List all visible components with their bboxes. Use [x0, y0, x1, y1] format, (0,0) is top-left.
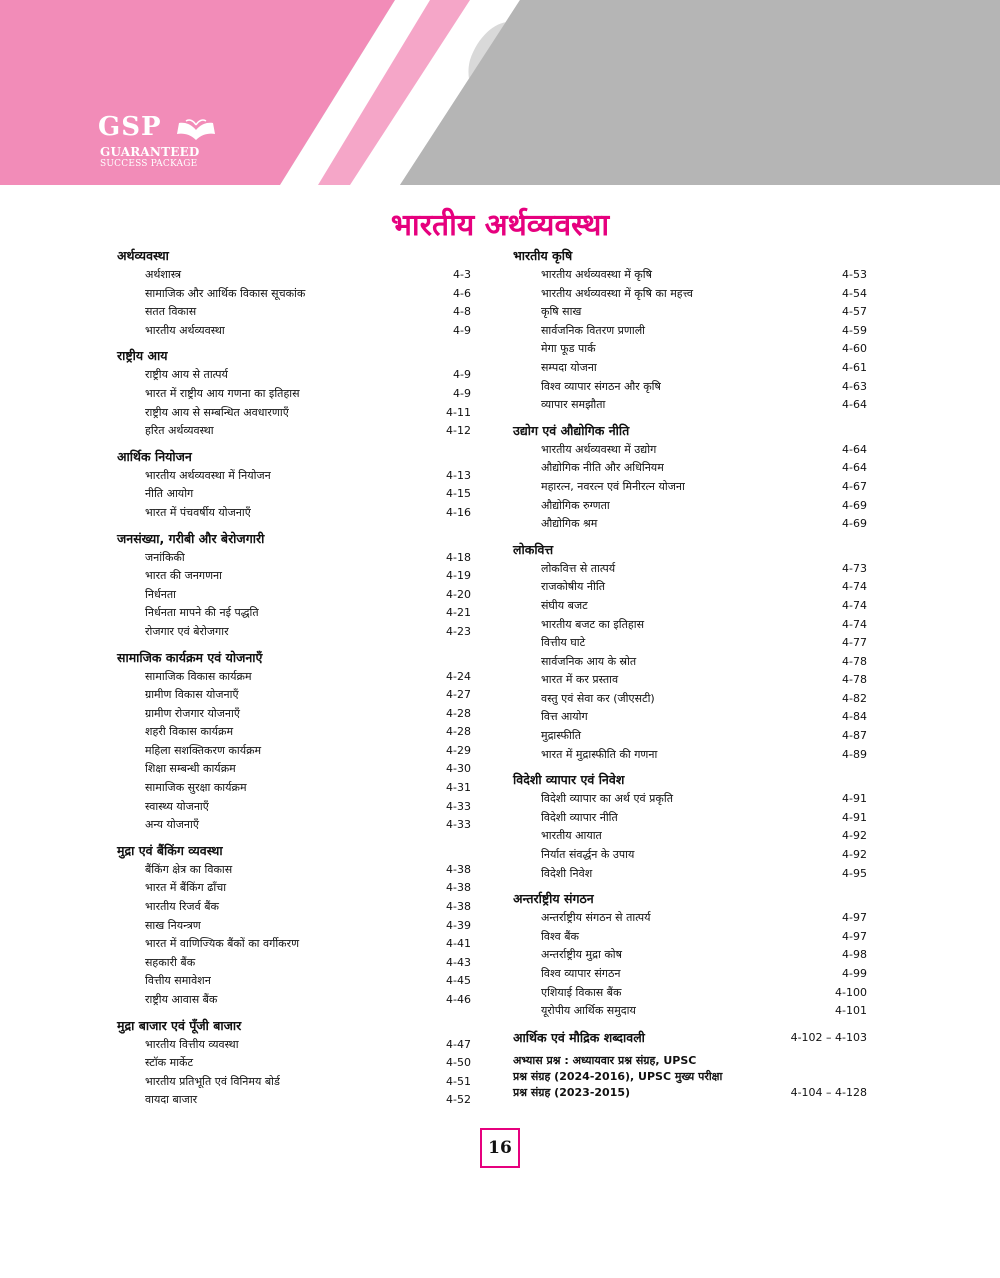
entry-page: 4-51 [446, 1074, 471, 1088]
entry-label: महिला सशक्तिकरण कार्यक्रम [145, 743, 262, 757]
entry-label: विश्व व्यापार संगठन और कृषि [541, 379, 661, 393]
toc-entry[interactable] [513, 616, 867, 635]
toc-entry[interactable] [513, 597, 867, 616]
toc-entry[interactable] [513, 478, 867, 497]
entry-label: वित्तीय घाटे [541, 636, 586, 650]
toc-entry[interactable] [117, 898, 471, 917]
toc-entry[interactable] [513, 946, 867, 965]
entry-label: अन्तर्राष्ट्रीय संगठन से तात्पर्य [541, 911, 651, 925]
entry-label: निर्धनता मापने की नई पद्धति [145, 606, 259, 620]
entry-page: 4-41 [446, 937, 471, 951]
toc-entry[interactable] [117, 623, 471, 642]
entry-page: 4-100 [835, 985, 867, 999]
entry-page: 4-21 [446, 606, 471, 620]
entry-page: 4-24 [446, 669, 471, 683]
entry-page: 4-23 [446, 624, 471, 638]
entry-label: भारतीय अर्थव्यवस्था में कृषि [541, 268, 652, 281]
entry-page: 4-64 [842, 461, 867, 475]
entry-page: 4-38 [446, 900, 471, 914]
entry-label: संघीय बजट [541, 598, 588, 612]
entry-page: 4-64 [842, 398, 867, 412]
entry-page: 4-52 [446, 1093, 471, 1107]
section-title[interactable]: अर्थव्यवस्था [117, 248, 169, 263]
entry-page: 4-45 [446, 974, 471, 988]
toc-entry[interactable] [513, 809, 867, 828]
entry-label: भारतीय अर्थव्यवस्था [145, 323, 225, 337]
toc-entry[interactable] [513, 578, 867, 597]
toc-entry[interactable] [117, 385, 471, 404]
toc-entry[interactable] [513, 1002, 867, 1021]
entry-page: 4-46 [446, 993, 471, 1006]
entry-page: 4-67 [842, 479, 867, 493]
entry-label: एशियाई विकास बैंक [541, 985, 622, 999]
entry-label: भारत में बैंकिंग ढाँचा [145, 881, 227, 895]
toc-entry[interactable] [513, 359, 867, 378]
entry-page: 4-50 [446, 1056, 471, 1070]
entry-label: सार्वजनिक आय के स्रोत [541, 654, 637, 668]
toc-entry[interactable] [117, 742, 471, 761]
entry-page: 4-74 [842, 598, 867, 612]
toc-entry[interactable] [117, 705, 471, 724]
toc-entry[interactable] [513, 515, 867, 534]
entry-label: विदेशी व्यापार नीति [541, 810, 618, 824]
entry-label: विश्व व्यापार संगठन [541, 967, 621, 980]
toc-right-sections [513, 246, 867, 1021]
entry-label: सतत विकास [145, 305, 197, 319]
toc-entry[interactable] [513, 266, 867, 285]
entry-page: 4-11 [446, 405, 471, 419]
toc-entry[interactable] [513, 928, 867, 947]
entry-page: 4-20 [446, 587, 471, 601]
toc-section [513, 421, 867, 534]
logo-gsp-text: GSP [98, 112, 162, 142]
section-title[interactable]: भारतीय कृषि [513, 248, 573, 263]
entry-page: 4-28 [446, 725, 471, 739]
logo-line-guaranteed: GUARANTEED [100, 145, 200, 159]
toc-entry[interactable] [513, 690, 867, 709]
entry-label: लोकवित्त से तात्पर्य [541, 561, 616, 575]
section-title[interactable]: सामाजिक कार्यक्रम एवं योजनाएँ [117, 649, 263, 665]
entry-page: 4-8 [453, 305, 471, 319]
section-title[interactable]: जनसंख्या, गरीबी और बेरोजगारी [117, 530, 265, 546]
entry-page: 4-91 [842, 792, 867, 806]
toc-entry[interactable] [513, 441, 867, 460]
entry-label: साख नियन्त्रण [145, 918, 201, 932]
entry-label: भारतीय अर्थव्यवस्था में कृषि का महत्त्व [541, 286, 694, 300]
section-title[interactable]: आर्थिक नियोजन [117, 448, 192, 464]
entry-label: हरित अर्थव्यवस्था [145, 424, 214, 438]
entry-label: सहकारी बैंक [145, 955, 196, 969]
entry-page: 4-64 [842, 442, 867, 456]
glossary-page: 4-102 – 4-103 [790, 1030, 867, 1044]
entry-page: 4-63 [842, 379, 867, 393]
toc-entry[interactable] [513, 909, 867, 928]
toc-entry[interactable] [513, 378, 867, 397]
entry-label: वायदा बाजार [145, 1093, 198, 1107]
entry-page: 4-60 [842, 342, 867, 356]
toc-section [117, 529, 471, 642]
toc-entry[interactable] [117, 549, 471, 568]
header-banner [0, 0, 1000, 185]
entry-label: अर्थशास्त्र [145, 268, 182, 281]
entry-page: 4-9 [453, 323, 471, 337]
toc-entry[interactable] [513, 727, 867, 746]
toc-entry[interactable] [117, 404, 471, 423]
toc-entry[interactable] [117, 266, 471, 285]
toc-entry[interactable] [513, 285, 867, 304]
toc-section [117, 346, 471, 440]
entry-page: 4-13 [446, 468, 471, 482]
toc-entry[interactable] [117, 760, 471, 779]
entry-label: महारत्न, नवरत्न एवं मिनीरत्न योजना [541, 479, 685, 493]
entry-label: ग्रामीण विकास योजनाएँ [145, 688, 239, 702]
section-title[interactable]: मुद्रा बाजार एवं पूँजी बाजार [117, 1017, 242, 1033]
entry-page: 4-27 [446, 688, 471, 702]
entry-page: 4-18 [446, 550, 471, 564]
section-title[interactable]: राष्ट्रीय आय [117, 348, 168, 364]
toc-entry[interactable] [117, 1073, 471, 1092]
entry-label: भारत में मुद्रास्फीति की गणना [541, 747, 658, 761]
entry-label: नीति आयोग [145, 487, 194, 501]
entry-page: 4-97 [842, 929, 867, 943]
entry-label: भारतीय बजट का इतिहास [541, 617, 644, 631]
entry-label: निर्धनता [145, 587, 176, 601]
entry-label: विदेशी व्यापार का अर्थ एवं प्रकृति [541, 792, 673, 806]
entry-label: अन्तर्राष्ट्रीय मुद्रा कोष [541, 948, 622, 962]
toc-entry[interactable] [117, 366, 471, 385]
toc-entry[interactable] [117, 861, 471, 880]
toc-section [513, 246, 867, 415]
entry-label: निर्यात संवर्द्धन के उपाय [541, 848, 635, 862]
toc-entry[interactable] [117, 879, 471, 898]
toc-entry[interactable] [513, 340, 867, 359]
entry-page: 4-89 [842, 747, 867, 761]
practice-text [513, 1053, 778, 1101]
entry-label: सार्वजनिक वितरण प्रणाली [541, 323, 646, 337]
entry-page: 4-3 [453, 268, 471, 281]
toc-entry[interactable] [117, 467, 471, 486]
entry-label: स्टॉक मार्केट [145, 1056, 194, 1070]
entry-page: 4-31 [446, 781, 471, 795]
entry-page: 4-61 [842, 360, 867, 374]
toc-entry[interactable] [513, 634, 867, 653]
toc-entry[interactable] [117, 816, 471, 835]
toc-section [117, 1016, 471, 1110]
entry-page: 4-59 [842, 323, 867, 337]
toc-entry[interactable] [117, 935, 471, 954]
page-number: 16 [488, 1138, 512, 1158]
section-title[interactable]: अन्तर्राष्ट्रीय संगठन [513, 891, 594, 907]
entry-page: 4-9 [453, 368, 471, 382]
toc-entry[interactable] [513, 322, 867, 341]
entry-page: 4-47 [446, 1037, 471, 1051]
toc-section [513, 540, 867, 765]
page-number-box [480, 1128, 520, 1168]
toc-entry[interactable] [513, 965, 867, 984]
toc-entry[interactable] [117, 954, 471, 973]
section-title[interactable]: मुद्रा एवं बैंकिंग व्यवस्था [117, 842, 223, 858]
toc-entry[interactable] [117, 285, 471, 304]
toc-entry[interactable] [513, 671, 867, 690]
entry-label: मेगा फूड पार्क [541, 342, 596, 356]
entry-page: 4-30 [446, 762, 471, 776]
toc-entry[interactable] [117, 917, 471, 936]
toc-entry[interactable] [117, 1036, 471, 1055]
toc-entry[interactable] [513, 708, 867, 727]
entry-page: 4-28 [446, 706, 471, 720]
entry-label: भारतीय रिजर्व बैंक [145, 900, 219, 914]
entry-page: 4-98 [842, 948, 867, 962]
toc-section [117, 447, 471, 523]
toc-entry[interactable] [513, 653, 867, 672]
toc-entry[interactable] [513, 746, 867, 765]
entry-label: भारतीय अर्थव्यवस्था में नियोजन [145, 468, 271, 482]
toc-entry[interactable] [513, 827, 867, 846]
entry-page: 4-39 [446, 918, 471, 932]
entry-page: 4-69 [842, 498, 867, 512]
page-title: भारतीय अर्थव्यवस्था [390, 208, 610, 243]
entry-label: अन्य योजनाएँ [145, 818, 199, 832]
entry-page: 4-53 [842, 268, 867, 281]
glossary-label: आर्थिक एवं मौद्रिक शब्दावली [513, 1029, 645, 1045]
entry-label: भारतीय प्रतिभूति एवं विनिमय बोर्ड [145, 1074, 280, 1088]
entry-label: भारत की जनगणना [145, 569, 223, 583]
toc-entry[interactable] [117, 504, 471, 523]
toc-entry[interactable] [117, 422, 471, 441]
toc-section [117, 246, 471, 340]
entry-page: 4-87 [842, 729, 867, 743]
entry-label: ग्रामीण रोजगार योजनाएँ [145, 706, 240, 720]
entry-page: 4-57 [842, 305, 867, 319]
toc-entry[interactable] [117, 1054, 471, 1073]
toc-entry[interactable] [117, 322, 471, 341]
entry-page: 4-92 [842, 829, 867, 843]
glossary-entry[interactable] [513, 1027, 867, 1049]
section-title[interactable]: लोकवित्त [513, 541, 554, 557]
toc-entry[interactable] [513, 497, 867, 516]
entry-label: राष्ट्रीय आवास बैंक [145, 993, 218, 1006]
toc-entry[interactable] [117, 303, 471, 322]
entry-page: 4-38 [446, 881, 471, 895]
entry-label: वस्तु एवं सेवा कर (जीएसटी) [541, 691, 655, 705]
entry-label: सामाजिक विकास कार्यक्रम [145, 669, 252, 683]
toc-entry[interactable] [117, 485, 471, 504]
entry-label: राष्ट्रीय आय से तात्पर्य [145, 368, 228, 382]
entry-page: 4-78 [842, 654, 867, 668]
toc-entry[interactable] [117, 1091, 471, 1110]
toc-entry[interactable] [513, 790, 867, 809]
entry-label: भारतीय वित्तीय व्यवस्था [145, 1037, 239, 1051]
entry-label: स्वास्थ्य योजनाएँ [145, 799, 209, 813]
entry-page: 4-19 [446, 569, 471, 583]
toc-entry[interactable] [117, 604, 471, 623]
entry-page: 4-43 [446, 955, 471, 969]
entry-page: 4-101 [835, 1004, 867, 1018]
entry-label: भारतीय आयात [541, 829, 602, 843]
toc-entry[interactable] [513, 984, 867, 1003]
entry-label: विदेशी निवेश [541, 866, 593, 880]
entry-page: 4-99 [842, 967, 867, 980]
entry-label: सामाजिक और आर्थिक विकास सूचकांक [145, 286, 306, 300]
entry-page: 4-82 [842, 691, 867, 705]
entry-label: यूरोपीय आर्थिक समुदाय [541, 1004, 636, 1018]
entry-page: 4-97 [842, 911, 867, 925]
toc-section [513, 889, 867, 1021]
practice-page: 4-104 – 4-128 [790, 1085, 867, 1099]
entry-page: 4-74 [842, 617, 867, 631]
entry-label: वित्तीय समावेशन [145, 974, 211, 988]
section-title[interactable]: विदेशी व्यापार एवं निवेश [513, 772, 625, 788]
toc-entry[interactable] [513, 865, 867, 884]
toc-entry[interactable] [117, 567, 471, 586]
entry-label: औद्योगिक श्रम [541, 517, 598, 531]
practice-line-3: प्रश्न संग्रह (2023-2015) [513, 1085, 631, 1099]
entry-label: विश्व बैंक [541, 929, 579, 943]
entry-page: 4-73 [842, 561, 867, 575]
entry-page: 4-69 [842, 517, 867, 531]
entry-label: वित्त आयोग [541, 710, 588, 724]
toc-entry[interactable] [513, 846, 867, 865]
toc-entry[interactable] [513, 560, 867, 579]
entry-label: औद्योगिक रुग्णता [541, 498, 610, 512]
entry-label: सामाजिक सुरक्षा कार्यक्रम [145, 781, 247, 795]
section-title[interactable]: उद्योग एवं औद्योगिक नीति [513, 422, 630, 438]
entry-page: 4-12 [446, 424, 471, 438]
entry-label: भारत में कर प्रस्ताव [541, 673, 619, 687]
entry-page: 4-33 [446, 818, 471, 832]
entry-page: 4-9 [453, 386, 471, 400]
entry-page: 4-38 [446, 862, 471, 876]
entry-page: 4-91 [842, 810, 867, 824]
entry-page: 4-74 [842, 580, 867, 594]
toc-entry[interactable] [117, 723, 471, 742]
toc-entry[interactable] [513, 459, 867, 478]
toc-entry[interactable] [117, 586, 471, 605]
entry-label: व्यापार समझौता [541, 398, 606, 412]
open-book-icon [176, 118, 216, 142]
entry-label: जनांकिकी [145, 550, 185, 564]
practice-line-1: अभ्यास प्रश्न : अध्यायवार प्रश्न संग्रह, UPSC [513, 1053, 697, 1067]
practice-entry[interactable] [513, 1053, 867, 1101]
entry-label: औद्योगिक नीति और अधिनियम [541, 461, 664, 475]
entry-label: मुद्रास्फीति [541, 729, 581, 743]
toc-section [117, 648, 471, 835]
toc-entry[interactable] [513, 303, 867, 322]
entry-label: शिक्षा सम्बन्धी कार्यक्रम [145, 762, 236, 776]
logo-line-success-package: SUCCESS PACKAGE [100, 159, 198, 169]
entry-label: सम्पदा योजना [541, 360, 597, 374]
toc-right-column [513, 246, 867, 1101]
toc-entry[interactable] [117, 779, 471, 798]
entry-label: राष्ट्रीय आय से सम्बन्धित अवधारणाएँ [145, 405, 289, 419]
toc-entry[interactable] [117, 972, 471, 991]
entry-label: राजकोषीय नीति [541, 580, 605, 594]
entry-label: भारत में राष्ट्रीय आय गणना का इतिहास [145, 386, 300, 400]
entry-page: 4-95 [842, 866, 867, 880]
toc-entry[interactable] [117, 686, 471, 705]
entry-page: 4-6 [453, 286, 471, 300]
entry-page: 4-33 [446, 799, 471, 813]
toc-entry[interactable] [117, 798, 471, 817]
entry-page: 4-15 [446, 487, 471, 501]
entry-page: 4-92 [842, 848, 867, 862]
entry-label: बैंकिंग क्षेत्र का विकास [145, 862, 233, 876]
entry-label: भारतीय अर्थव्यवस्था में उद्योग [541, 442, 657, 456]
entry-label: भारत में वाणिज्यिक बैंकों का वर्गीकरण [145, 937, 300, 951]
entry-label: शहरी विकास कार्यक्रम [145, 725, 234, 739]
toc-left-column [117, 246, 471, 1116]
entry-page: 4-29 [446, 743, 471, 757]
entry-page: 4-78 [842, 673, 867, 687]
entry-page: 4-77 [842, 636, 867, 650]
entry-page: 4-16 [446, 505, 471, 519]
entry-page: 4-54 [842, 286, 867, 300]
toc-entry[interactable] [117, 991, 471, 1010]
toc-entry[interactable] [513, 396, 867, 415]
gsp-logo [98, 112, 233, 174]
toc-section [513, 770, 867, 883]
entry-label: रोजगार एवं बेरोजगार [145, 624, 229, 638]
practice-line-2: प्रश्न संग्रह (2024-2016), UPSC मुख्य परीक्षा [513, 1069, 723, 1083]
toc-section [117, 841, 471, 1010]
entry-page: 4-84 [842, 710, 867, 724]
entry-label: कृषि साख [541, 305, 582, 319]
entry-label: भारत में पंचवर्षीय योजनाएँ [145, 505, 251, 519]
toc-entry[interactable] [117, 668, 471, 687]
